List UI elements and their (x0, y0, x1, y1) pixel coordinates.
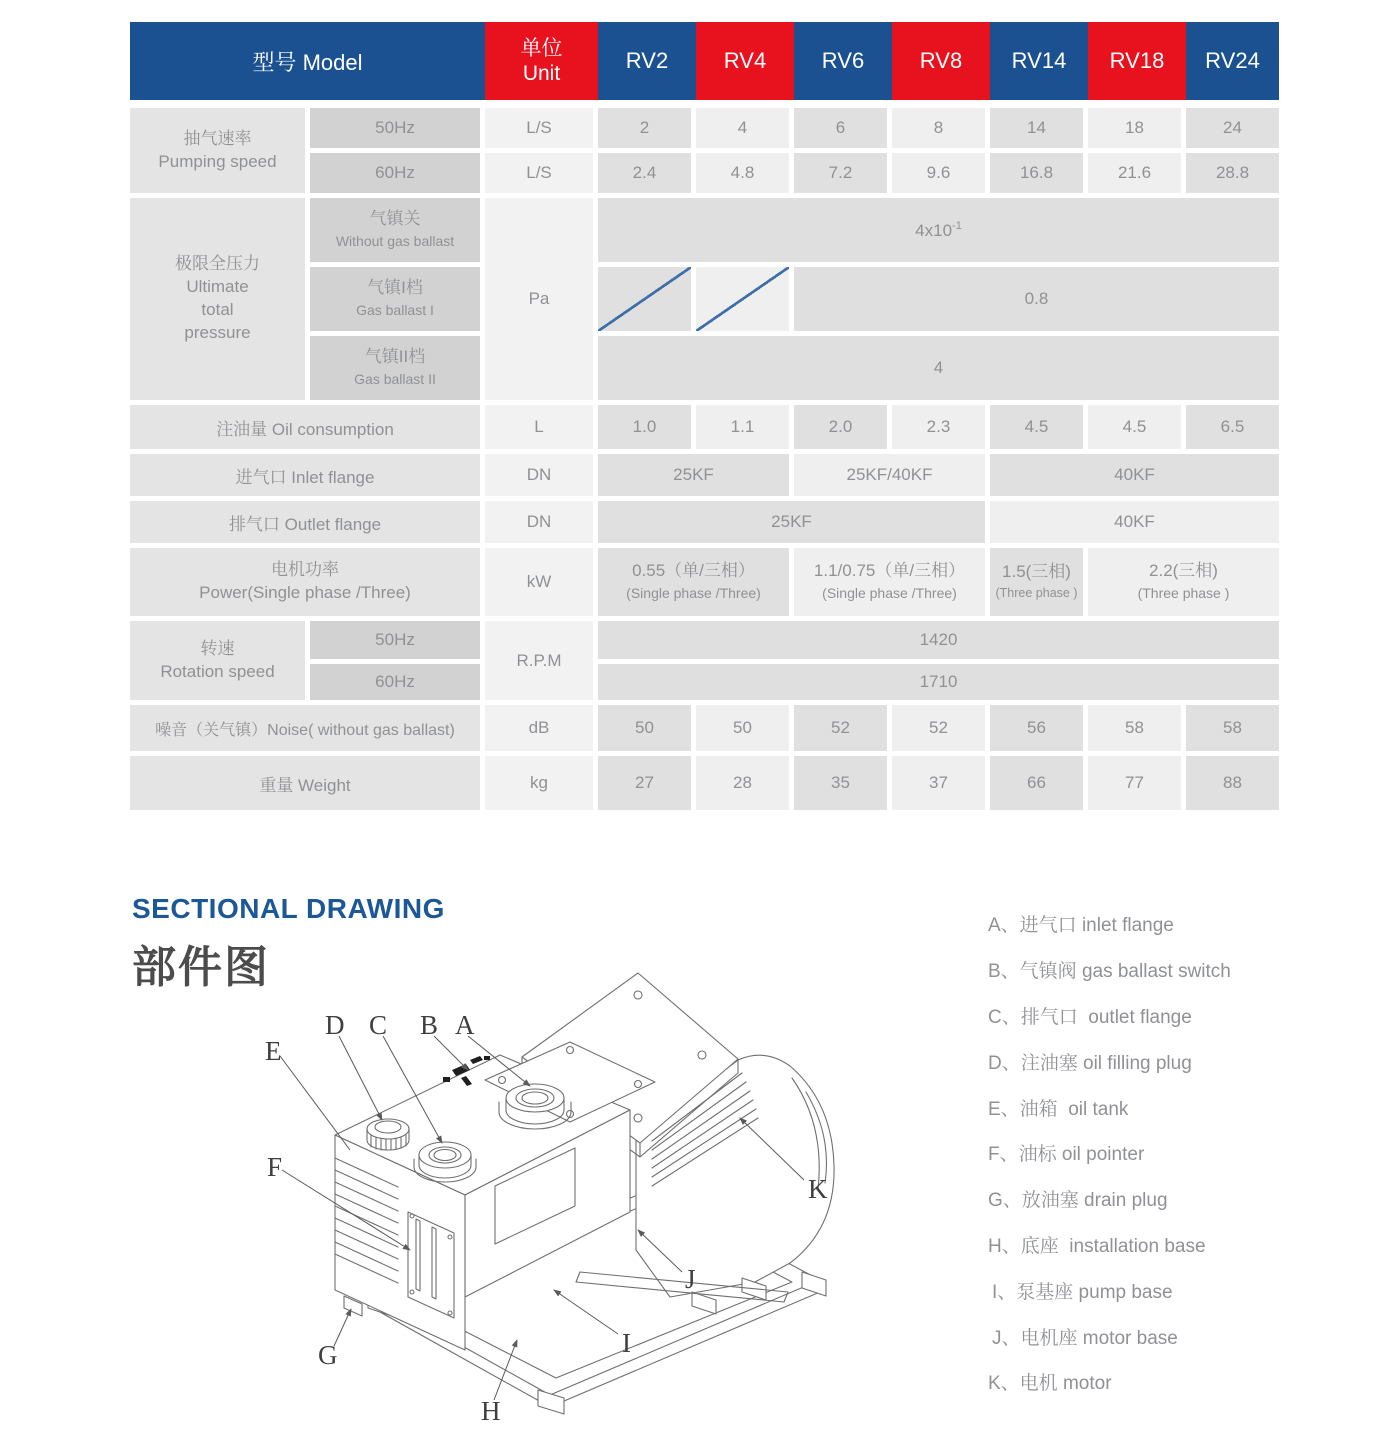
value-cell: 21.6 (1088, 153, 1181, 193)
leader-e (280, 1056, 350, 1150)
label-outlet: 排气口 Outlet flange (130, 501, 480, 543)
header-unit-cn: 单位 (520, 36, 563, 60)
unit-cell: DN (485, 501, 593, 543)
label-cn: 电机功率 (271, 560, 339, 580)
value-cell-merged: 0.8 (794, 267, 1279, 331)
label-en: Ultimate (186, 277, 249, 297)
value-cell: 7.2 (794, 153, 887, 193)
value-cell: 2.3 (892, 405, 985, 449)
value-cell: 35 (794, 756, 887, 810)
row-power (130, 548, 1279, 616)
letter-b: B (420, 1010, 439, 1040)
label-weight: 重量 Weight (130, 756, 480, 810)
value-cell: 52 (892, 705, 985, 751)
legend-item-b: B、气镇阀 gas ballast switch (988, 961, 1231, 983)
header-unit-en: Unit (522, 62, 561, 85)
letter-i: I (622, 1328, 631, 1358)
unit-cell: L/S (485, 153, 593, 193)
label-en: Power(Single phase /Three) (199, 583, 411, 602)
value-cell: 6.5 (1186, 405, 1279, 449)
value-cell: 4.5 (990, 405, 1083, 449)
table-header-row (130, 22, 1279, 100)
cond-cn: 气镇II档 (364, 347, 426, 367)
value-cell-merged (598, 548, 789, 616)
value-cell: 50 (696, 705, 789, 751)
value-cell: 88 (1186, 756, 1279, 810)
sublabel-60hz: 60Hz (310, 664, 480, 700)
value-cell: 66 (990, 756, 1083, 810)
letter-h: H (481, 1396, 501, 1426)
letter-g: G (318, 1340, 338, 1370)
legend-item-i: I、泵基座 pump base (992, 1281, 1173, 1303)
value-cell: 50 (598, 705, 691, 751)
table-body (130, 108, 1279, 810)
sublabel-50hz: 50Hz (310, 621, 480, 659)
letter-j: J (685, 1264, 696, 1294)
value-cell-merged (794, 548, 985, 616)
value-cell: 56 (990, 705, 1083, 751)
leader-b (434, 1036, 468, 1070)
legend-item-a: A、进气口 inlet flange (988, 915, 1174, 937)
value-cell: 4.5 (1088, 405, 1181, 449)
value-cell-merged: 1420 (598, 621, 1279, 659)
pressure-value: 4x10 (915, 220, 953, 240)
letter-c: C (369, 1010, 388, 1040)
legend-item-e: E、油箱 oil tank (988, 1098, 1129, 1120)
value-cell: 4.8 (696, 153, 789, 193)
value-cell: 37 (892, 756, 985, 810)
value-cell: 9.6 (892, 153, 985, 193)
unit-cell: R.P.M (485, 621, 593, 700)
value-cell (990, 548, 1083, 616)
label-cn: 极限全压力 (175, 254, 260, 274)
value-cell: 2.0 (794, 405, 887, 449)
letter-d: D (325, 1010, 345, 1040)
power-line2: (Single phase /Three) (626, 585, 761, 602)
legend-item-f: F、油标 oil pointer (988, 1144, 1145, 1166)
legend-item-g: G、放油塞 drain plug (988, 1190, 1168, 1212)
legend-item-h: H、底座 installation base (988, 1235, 1206, 1257)
label-noise: 噪音（关气镇）Noise( without gas ballast) (130, 705, 480, 751)
row-inlet (130, 454, 1279, 496)
cond-en: Gas ballast I (356, 302, 434, 319)
value-cell-merged (598, 198, 1279, 262)
label-cn: 抽气速率 (183, 128, 252, 148)
value-cell: 77 (1088, 756, 1181, 810)
cond-cn: 气镇关 (369, 209, 421, 229)
header-rv24: RV24 (1186, 22, 1279, 100)
value-cell: 58 (1088, 705, 1181, 751)
legend-item-c: C、排气口 outlet flange (988, 1006, 1192, 1028)
value-cell-merged: 40KF (990, 501, 1279, 543)
unit-cell: DN (485, 454, 593, 496)
label-en: Pumping speed (158, 151, 277, 171)
value-cell: 2.4 (598, 153, 691, 193)
row-oil (130, 405, 1279, 449)
pressure-exponent: -1 (952, 219, 962, 232)
power-line1: 1.1/0.75（单/三相） (813, 561, 966, 581)
letter-f: F (267, 1152, 283, 1182)
label-en: Rotation speed (160, 661, 275, 681)
value-cell: 8 (892, 108, 985, 148)
sublabel-without-ballast (310, 198, 480, 262)
parts-legend (988, 901, 1318, 1405)
header-rv8: RV8 (892, 22, 990, 100)
legend-item-k: K、电机 motor (988, 1373, 1112, 1395)
value-cell: 14 (990, 108, 1083, 148)
pump-sectional-drawing (240, 950, 980, 1450)
row-pressure-without-ballast (130, 198, 1279, 262)
power-line1: 2.2(三相) (1149, 561, 1218, 581)
label-oil: 注油量 Oil consumption (130, 405, 480, 449)
label-rotation (130, 621, 305, 700)
label-en: total (201, 300, 234, 319)
letter-e: E (265, 1036, 282, 1066)
label-cn: 转速 (200, 638, 235, 658)
row-weight (130, 756, 1279, 810)
unit-cell: kg (485, 756, 593, 810)
label-power (130, 548, 480, 616)
value-cell: 28 (696, 756, 789, 810)
value-cell: 1.0 (598, 405, 691, 449)
sublabel-ballast1 (310, 267, 480, 331)
section-title-cn: 部件图 (132, 943, 270, 992)
header-model: 型号 Model (130, 22, 485, 100)
spec-table (130, 22, 1279, 810)
row-noise (130, 705, 1279, 751)
label-ultimate-pressure (130, 198, 305, 400)
section-title-en: SECTIONAL DRAWING (132, 893, 445, 924)
legend-item-d: D、注油塞 oil filling plug (988, 1052, 1192, 1074)
value-cell: 1.1 (696, 405, 789, 449)
unit-cell: Pa (485, 198, 593, 400)
value-cell: 24 (1186, 108, 1279, 148)
unit-cell: kW (485, 548, 593, 616)
unit-cell: dB (485, 705, 593, 751)
power-line2: (Three phase ) (1137, 585, 1230, 602)
power-line1: 1.5(三相) (1002, 562, 1071, 582)
cond-en: Gas ballast II (354, 371, 436, 388)
power-line2: (Single phase /Three) (822, 585, 957, 602)
letter-k: K (808, 1174, 828, 1204)
header-rv14: RV14 (990, 22, 1088, 100)
value-cell-merged: 1710 (598, 664, 1279, 700)
cond-en: Without gas ballast (335, 233, 455, 250)
label-pumping-speed (130, 108, 305, 193)
value-cell: 16.8 (990, 153, 1083, 193)
row-pumping-50hz (130, 108, 1279, 148)
sublabel-60hz: 60Hz (310, 153, 480, 193)
value-cell: 58 (1186, 705, 1279, 751)
header-rv2: RV2 (598, 22, 696, 100)
cond-cn: 气镇I档 (367, 278, 423, 298)
sublabel-ballast2 (310, 336, 480, 400)
value-cell-merged: 40KF (990, 454, 1279, 496)
value-cell: 2 (598, 108, 691, 148)
value-cell: 28.8 (1186, 153, 1279, 193)
not-applicable-cell (696, 267, 789, 331)
label-inlet: 进气口 Inlet flange (130, 454, 480, 496)
value-cell: 18 (1088, 108, 1181, 148)
power-line2: (Three phase ) (995, 586, 1078, 601)
row-rotation-50hz (130, 621, 1279, 659)
value-cell-merged: 4 (598, 336, 1279, 400)
value-cell: 52 (794, 705, 887, 751)
leader-d (339, 1036, 382, 1120)
unit-cell: L/S (485, 108, 593, 148)
header-rv18: RV18 (1088, 22, 1186, 100)
value-cell-merged: 25KF (598, 501, 985, 543)
unit-cell: L (485, 405, 593, 449)
letter-a: A (455, 1010, 475, 1040)
header-rv4: RV4 (696, 22, 794, 100)
label-en: pressure (184, 322, 251, 342)
value-cell-merged: 25KF/40KF (794, 454, 985, 496)
value-cell: 6 (794, 108, 887, 148)
row-outlet (130, 501, 1279, 543)
not-applicable-cell (598, 267, 691, 331)
value-cell: 4 (696, 108, 789, 148)
sublabel-50hz: 50Hz (310, 108, 480, 148)
header-unit (485, 22, 598, 100)
value-cell-merged (1088, 548, 1279, 616)
value-cell-merged: 25KF (598, 454, 789, 496)
header-rv6: RV6 (794, 22, 892, 100)
legend-item-j: J、电机座 motor base (992, 1327, 1178, 1349)
power-line1: 0.55（单/三相） (632, 561, 755, 581)
value-cell: 27 (598, 756, 691, 810)
